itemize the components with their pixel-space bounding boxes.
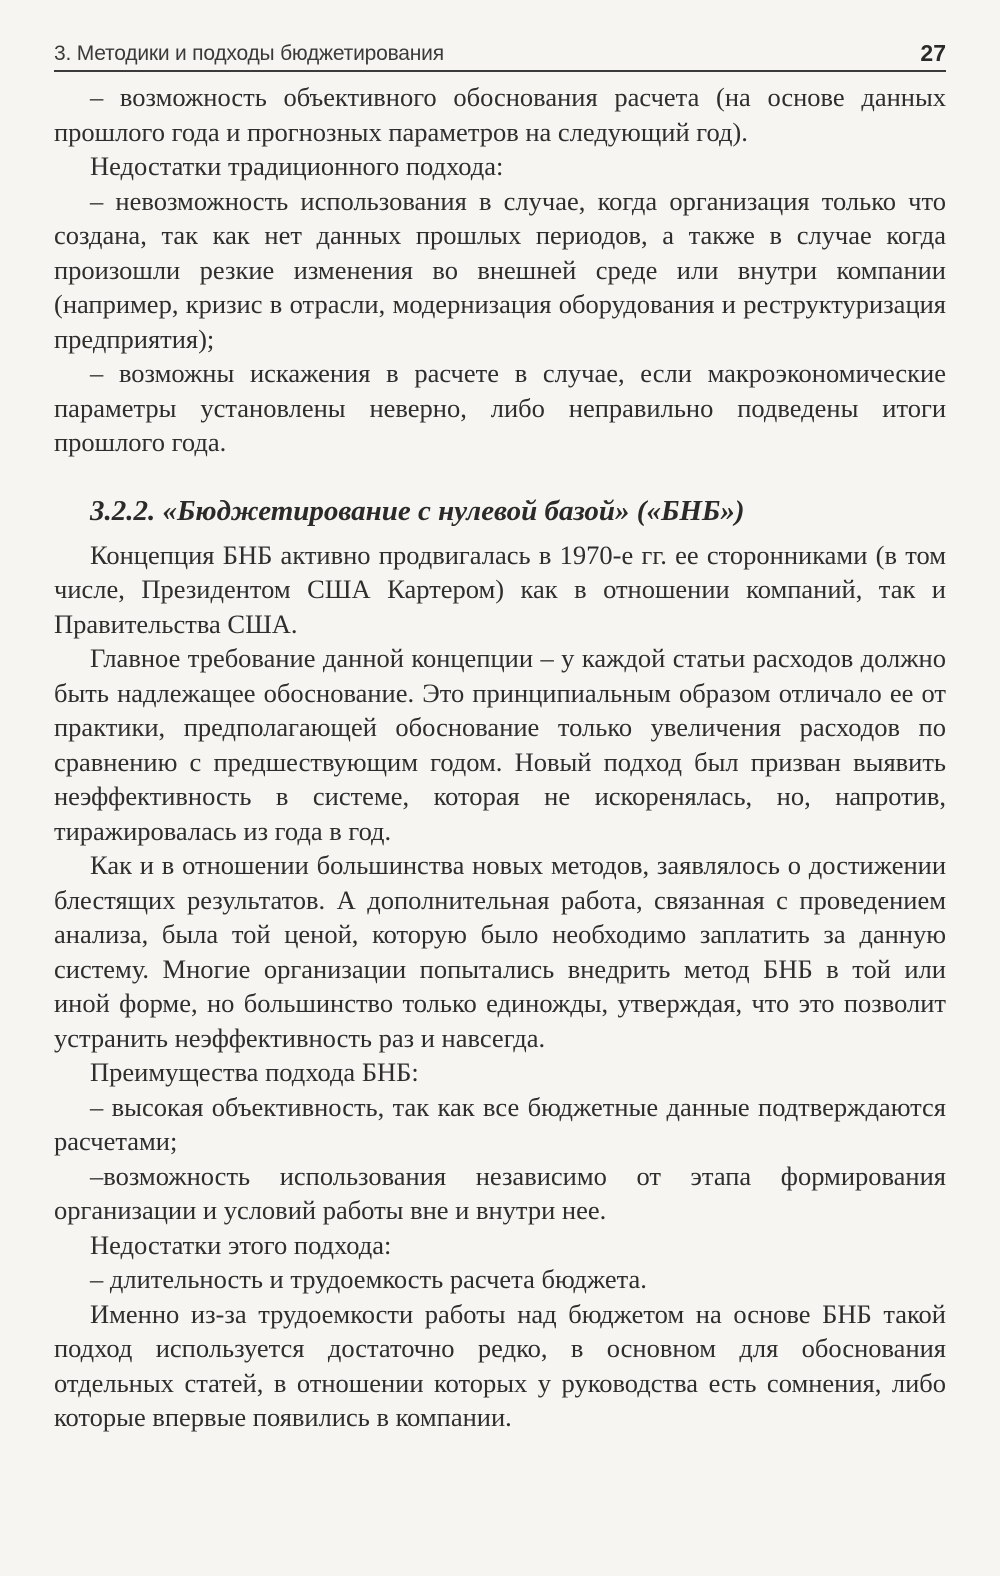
paragraph: Концепция БНБ активно продвигалась в 1970-е гг. ее сторонниками (в том числе, Президентом США Картером) как в отношении компаний, так и Правительства США. bbox=[54, 539, 946, 639]
paragraph: – высокая объективность, так как все бюджетные данные подтверждаются расчетами; bbox=[54, 1091, 946, 1156]
chapter-title: 3. Методики и подходы бюджетирования bbox=[54, 42, 444, 65]
page-number: 27 bbox=[920, 40, 946, 66]
paragraph: – возможность объективного обоснования расчета (на основе данных прошлого года и прогнозных параметров на следующий год). bbox=[54, 82, 946, 147]
running-head bbox=[54, 38, 946, 72]
paragraph: Недостатки традиционного подхода: bbox=[90, 151, 504, 181]
paragraph: – невозможность использования в случае, когда организация только что создана, так как нет данных прошлых периодов, а также в случае когда произошли резкие изменения во внешней среде или внутри компании (например, кризис в отрасли, модернизация оборудования и реструктуризация предприятия); bbox=[54, 185, 946, 354]
paragraph: Именно из-за трудоемкости работы над бюджетом на основе БНБ такой подход используется достаточно редко, в основном для обоснования отдельных статей, в отношении которых у руководства есть сомнения, либо которые впервые появились в компании. bbox=[54, 1298, 946, 1432]
body-text bbox=[54, 80, 946, 1435]
paragraph: – длительность и трудоемкость расчета бюджета. bbox=[90, 1264, 647, 1294]
paragraph: Как и в отношении большинства новых методов, заявлялось о достижении блестящих результатов. А дополнительная работа, связанная с проведением анализа, была той ценой, которую было необходимо заплатить за данную систему. Многие организации попытались внедрить метод БНБ в той или иной форме, но большинство только единожды, утверждая, что это позволит устранить неэффективность раз и навсегда. bbox=[54, 850, 946, 1053]
paragraph: Недостатки этого подхода: bbox=[90, 1229, 392, 1260]
paragraph: Преимущества подхода БНБ: bbox=[90, 1057, 419, 1087]
paragraph: Главное требование данной концепции – у каждой статьи расходов должно быть надлежащее обоснование. Это принципиальным образом отличало ее от практики, предполагающей обоснование только увеличения расходов по сравнению с предшествующим годом. Новый подход был призван выявить неэффективность в системе, которая не искоренялась, но, напротив, тиражировалась из года в год. bbox=[54, 643, 946, 846]
paragraph: – возможны искажения в расчете в случае, если макроэкономические параметры установлены неверно, либо неправильно подведены итоги прошлого года. bbox=[54, 358, 946, 457]
section-heading: 3.2.2. «Бюджетирование с нулевой базой» («БНБ») bbox=[90, 494, 745, 527]
paragraph: –возможность использования независимо от этапа формирования организации и условий работы вне и внутри нее. bbox=[54, 1160, 946, 1225]
